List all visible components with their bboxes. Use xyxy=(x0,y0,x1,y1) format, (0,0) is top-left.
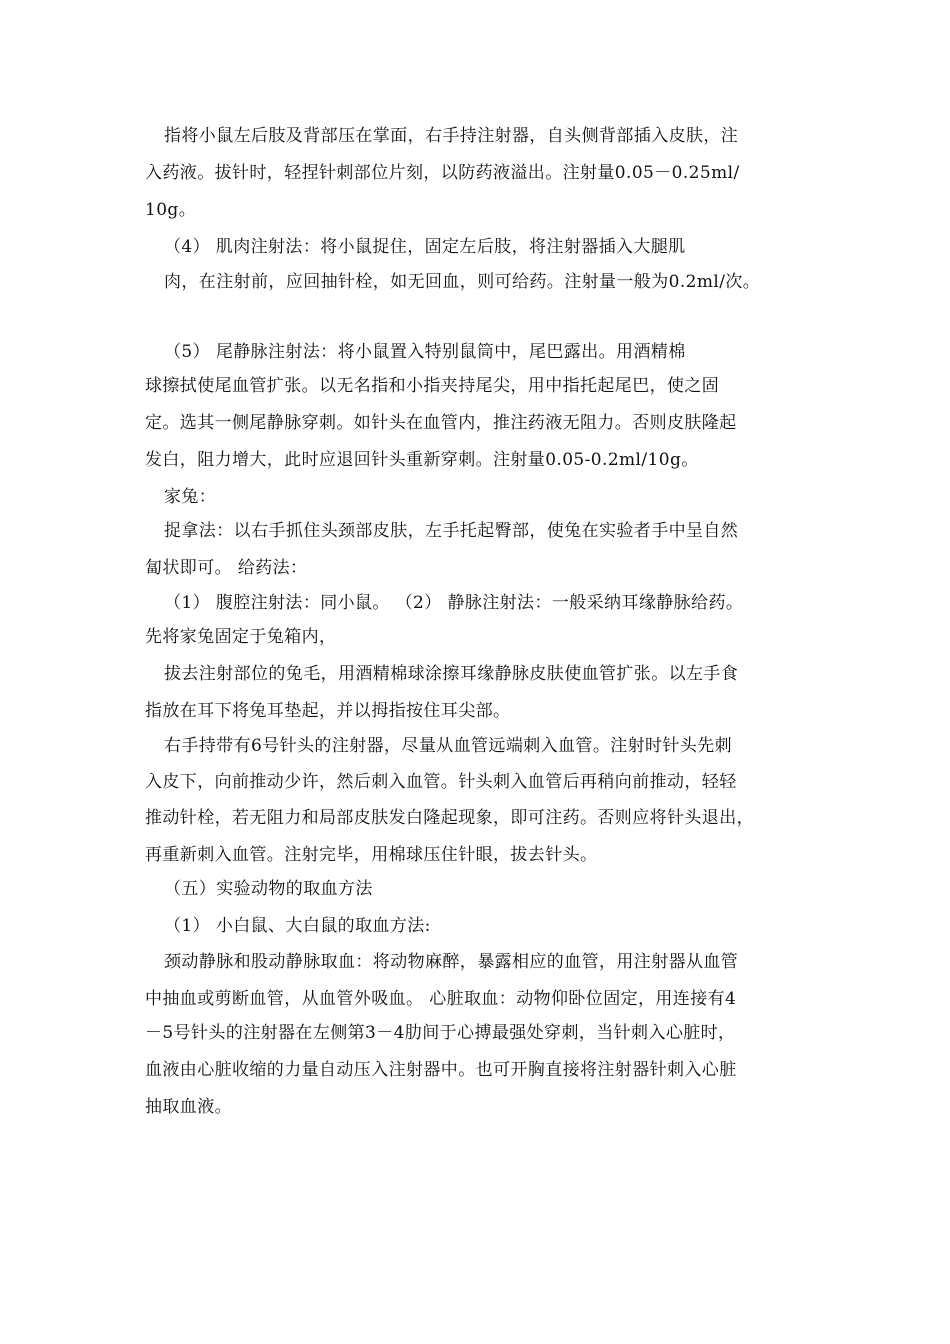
text-line: －5号针头的注射器在左侧第3－4肋间于心搏最强处穿刺，当针刺入心脏时， xyxy=(145,1023,736,1043)
text-line: 指将小鼠左后肢及背部压在掌面，右手持注射器，自头侧背部插入皮肤，注 xyxy=(164,126,739,146)
text-line: 家兔： xyxy=(164,487,217,507)
text-line: 捉拿法：以右手抓住头颈部皮肤，左手托起臀部，使兔在实验者手中呈自然 xyxy=(164,521,739,541)
text-line: 入皮下，向前推动少许，然后刺入血管。针头刺入血管后再稍向前推动，轻轻 xyxy=(145,772,737,792)
text-line: 指放在耳下将兔耳垫起，并以拇指按住耳尖部。 xyxy=(145,701,511,721)
text-line: 肉，在注射前，应回抽针栓，如无回血，则可给药。注射量一般为0.2ml/次。 xyxy=(164,272,761,292)
text-line: 发白，阻力增大，此时应退回针头重新穿刺。注射量0.05-0.2ml/10g。 xyxy=(145,450,699,470)
text-line: 匐状即可。 给药法： xyxy=(145,558,308,578)
text-line: 颈动静脉和股动静脉取血：将动物麻醉，暴露相应的血管，用注射器从血管 xyxy=(164,952,739,972)
text-line: （5） 尾静脉注射法：将小鼠置入特别鼠筒中，尾巴露出。用酒精棉 xyxy=(164,342,686,362)
text-line: 血液由心脏收缩的力量自动压入注射器中。也可开胸直接将注射器针刺入心脏 xyxy=(145,1060,737,1080)
text-line: 中抽血或剪断血管，从血管外吸血。 心脏取血：动物仰卧位固定，用连接有4 xyxy=(145,989,737,1009)
text-line: 入药液。拔针时，轻捏针刺部位片刻，以防药液溢出。注射量0.05－0.25ml/ xyxy=(145,163,740,183)
text-line: （4） 肌肉注射法：将小鼠捉住，固定左后肢，将注射器插入大腿肌 xyxy=(164,237,686,257)
text-line: （1） 腹腔注射法：同小鼠。 （2） 静脉注射法：一般采纳耳缘静脉给药。 xyxy=(164,593,744,613)
text-line: 球擦拭使尾血管扩张。以无名指和小指夹持尾尖，用中指托起尾巴，使之固 xyxy=(145,376,720,396)
text-line: 再重新刺入血管。注射完毕，用棉球压住针眼，拔去针头。 xyxy=(145,845,598,865)
section-heading: （五）实验动物的取血方法 xyxy=(164,879,373,899)
text-line: 右手持带有6号针头的注射器，尽量从血管远端刺入血管。注射时针头先刺 xyxy=(164,736,733,756)
text-line: 推动针栓，若无阻力和局部皮肤发白隆起现象，即可注药。否则应将针头退出， xyxy=(145,808,754,828)
text-line: 抽取血液。 xyxy=(145,1097,232,1117)
text-line: 拔去注射部位的兔毛，用酒精棉球涂擦耳缘静脉皮肤使血管扩张。以左手食 xyxy=(164,664,739,684)
text-line: （1） 小白鼠、大白鼠的取血方法: xyxy=(164,916,431,936)
text-line: 10g。 xyxy=(145,200,197,220)
text-line: 定。选其一侧尾静脉穿刺。如针头在血管内，推注药液无阻力。否则皮肤隆起 xyxy=(145,413,737,433)
text-line: 先将家兔固定于兔箱内， xyxy=(145,627,337,647)
